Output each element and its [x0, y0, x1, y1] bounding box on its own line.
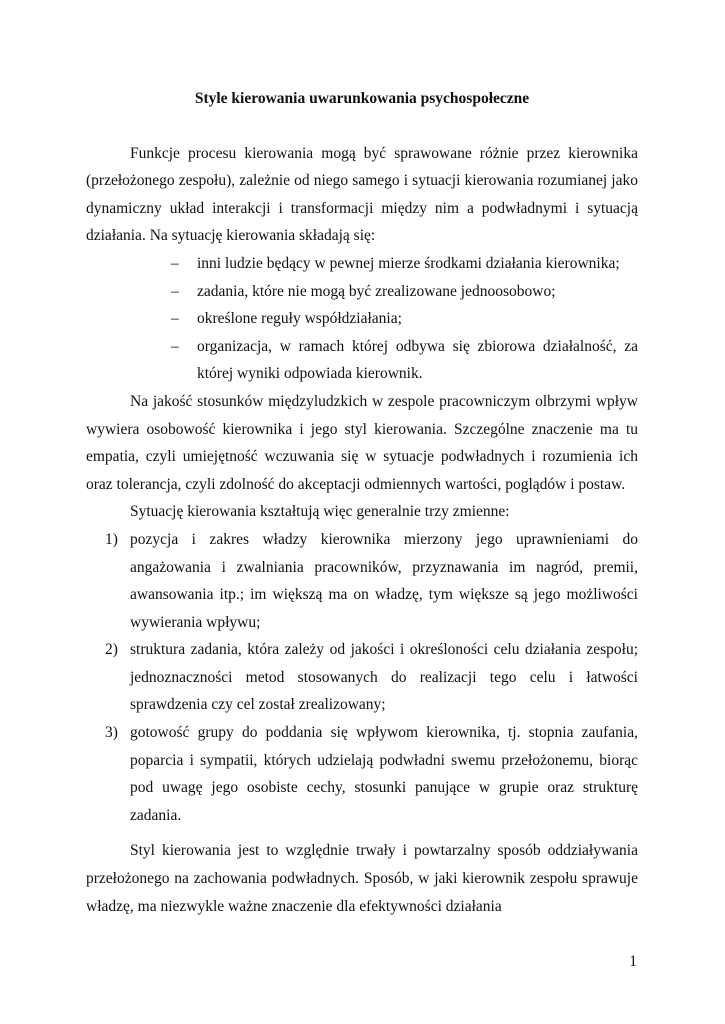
- list-item-text: inni ludzie będący w pewnej mierze środkami działania kierownika;: [197, 254, 620, 272]
- dash-marker: –: [171, 254, 179, 272]
- variables-list: [86, 526, 638, 830]
- list-item-text: struktura zadania, która zależy od jakości i określoności celu działania zespołu; jednoznaczności metod stosowanych do realizacji tego celu i łatwości sprawdzenia czy cel został zrealizowany;: [130, 641, 638, 714]
- intro-paragraph: Funkcje procesu kierowania mogą być sprawowane różnie przez kierownika (przełożonego zespołu), zależnie od niego samego i sytuacji kierowania rozumianej jako dynamiczny układ interakcji i transformacji między nim a podwładnymi i sytuacją działania. Na sytuację kierowania składają się:: [86, 144, 638, 245]
- relations-paragraph: Na jakość stosunków międzyludzkich w zespole pracowniczym olbrzymi wpływ wywiera osobowość kierownika i jego styl kierowania. Szczególne znaczenie ma tu empatia, czyli umiejętność wczuwania się w sytuacje podwładnych i rozumienia ich oraz tolerancja, czyli zdolność do akceptacji odmiennych wartości, poglądów i postaw.: [86, 392, 638, 493]
- dash-marker: –: [171, 310, 179, 328]
- variables-intro: Sytuację kierowania kształtują więc generalnie trzy zmienne:: [130, 503, 510, 521]
- document-title: Style kierowania uwarunkowania psychospołeczne: [194, 90, 530, 107]
- list-item-text: pozycja i zakres władzy kierownika mierzony jego uprawnieniami do angażowania i zwalniania pracowników, przyznawania im nagród, premii, awansowania itp.; im większą ma on władzę, tym większe są jego możliwości wywierania wpływu;: [130, 530, 638, 631]
- list-item: [171, 305, 638, 333]
- page-number: 1: [629, 953, 637, 970]
- list-item: [105, 526, 638, 636]
- style-paragraph: Styl kierowania jest to względnie trwały i powtarzalny sposób oddziaływania przełożonego na zachowania podwładnych. Sposób, w jaki kierownik zespołu sprawuje władzę, ma niezwykle ważne znaczenie dla efektywności działania: [86, 842, 638, 915]
- list-number: 3): [105, 724, 118, 742]
- document-page: [86, 85, 638, 920]
- list-item: [105, 636, 638, 719]
- list-item: [105, 719, 638, 829]
- list-item: [171, 250, 638, 278]
- list-item: [171, 278, 638, 306]
- dash-marker: –: [171, 337, 179, 355]
- dash-marker: –: [171, 282, 179, 300]
- list-number: 1): [105, 530, 118, 548]
- list-number: 2): [105, 641, 118, 659]
- list-item-text: zadania, które nie mogą być zrealizowane jednoosobowo;: [197, 282, 556, 300]
- situation-list: [86, 250, 638, 388]
- list-item-text: określone reguły współdziałania;: [197, 310, 402, 328]
- list-item: [171, 333, 638, 388]
- list-item-text: gotowość grupy do poddania się wpływom kierownika, tj. stopnia zaufania, poparcia i sympatii, których udzielają podwładni swemu przełożonemu, biorąc pod uwagę jego osobiste cechy, stosunki panujące w grupie oraz strukturę zadania.: [130, 724, 638, 824]
- list-item-text: organizacja, w ramach której odbywa się zbiorowa działalność, za której wyniki odpowiada kierownik.: [197, 337, 638, 383]
